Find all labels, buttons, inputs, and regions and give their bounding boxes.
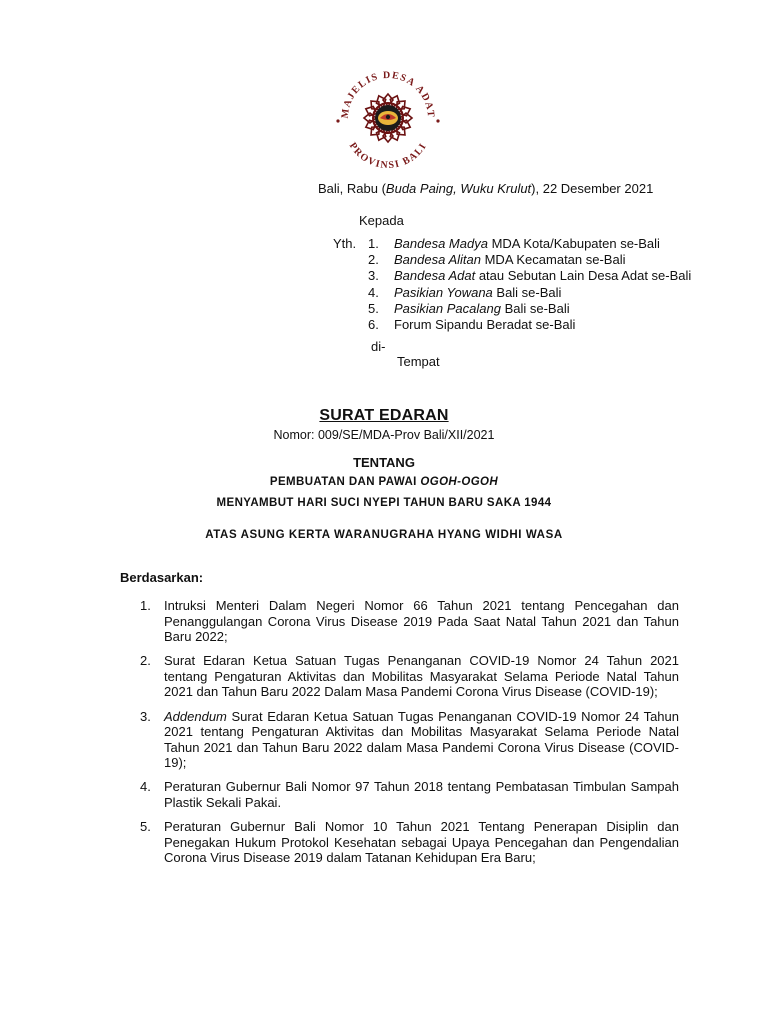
tentang-heading: TENTANG (353, 455, 415, 470)
legal-basis-item: 2. Surat Edaran Ketua Satuan Tugas Penanganan COVID-19 Nomor 24 Tahun 2021 tentang Pengaturan Aktivitas dan Mobilitas Masyarakat Selama Periode Natal Tahun 2021 dan Tahun Baru 2022 Dalam Masa Pandemi Corona Virus Disease (COVID-19); (140, 653, 679, 700)
date-suffix: ), 22 Desember 2021 (531, 181, 654, 196)
document-number: Nomor: 009/SE/MDA-Prov Bali/XII/2021 (273, 428, 495, 442)
svg-text:PROVINSI BALI: PROVINSI BALI (346, 140, 430, 172)
seal-emblem-icon (322, 64, 454, 172)
recipient-item: 2. Bandesa Alitan MDA Kecamatan se-Bali (368, 252, 626, 268)
di-label: di- (371, 339, 386, 354)
recipient-item: 5. Pasikian Pacalang Bali se-Bali (368, 300, 570, 316)
date-prefix: Bali, Rabu ( (318, 181, 386, 196)
recipient-item: 3. Bandesa Adat atau Sebutan Lain Desa Adat se-Bali (368, 268, 692, 284)
recipient-list (368, 236, 691, 333)
date-balinese-day: Buda Paing, Wuku Krulut (385, 181, 532, 196)
majelis-desa-adat-seal (322, 64, 454, 172)
legal-basis-item: 4. Peraturan Gubernur Bali Nomor 97 Tahun 2018 tentang Pembatasan Timbulan Sampah Plastik Sekali Pakai. (140, 779, 679, 811)
legal-basis-item: 3. Addendum Surat Edaran Ketua Satuan Tugas Penanganan COVID-19 Nomor 24 Tahun 2021 tentang Pengaturan Aktivitas dan Mobilitas Masyarakat Selama Periode Natal Tahun 2021 dan Tahun Baru 2022 dalam Masa Pandemi Corona Virus Disease (COVID-19); (140, 708, 679, 771)
recipient-item: 1. Bandesa Madya MDA Kota/Kabupaten se-Bali (368, 236, 660, 251)
subject-line-1: PEMBUATAN DAN PAWAI OGOH-OGOH (269, 476, 499, 488)
legal-basis-item: 5. Peraturan Gubernur Bali Nomor 10 Tahun 2021 Tentang Penerapan Disiplin dan Penegakan Hukum Protokol Kesehatan sebagai Upaya Pencegahan dan Pengendalian Corona Virus Disease 2019 dalam Tatanan Kehidupan Era Baru; (140, 819, 679, 866)
svg-text:MAJELIS DESA ADAT: MAJELIS DESA ADAT (339, 69, 437, 119)
kepada-label: Kepada (359, 213, 404, 228)
tempat-label: Tempat (397, 354, 440, 369)
berdasarkan-heading: Berdasarkan: (120, 570, 204, 585)
yth-label: Yth. (333, 236, 357, 251)
legal-basis-list (140, 598, 679, 874)
legal-basis-item: 1. Intruksi Menteri Dalam Negeri Nomor 66 Tahun 2021 tentang Pencegahan dan Penanggulangan Corona Virus Disease 2019 Pada Saat Natal Tahun 2021 dan Tahun Baru 2022; (140, 598, 679, 645)
document-title: SURAT EDARAN (319, 407, 449, 424)
recipient-item: 6. Forum Sipandu Beradat se-Bali (368, 316, 576, 332)
subject-line-2: MENYAMBUT HARI SUCI NYEPI TAHUN BARU SAKA 1944 (216, 497, 552, 509)
recipient-item: 4. Pasikian Yowana Bali se-Bali (368, 284, 562, 300)
letter-date (318, 181, 653, 196)
subject-line-3: ATAS ASUNG KERTA WARANUGRAHA HYANG WIDHI WASA (205, 529, 563, 541)
